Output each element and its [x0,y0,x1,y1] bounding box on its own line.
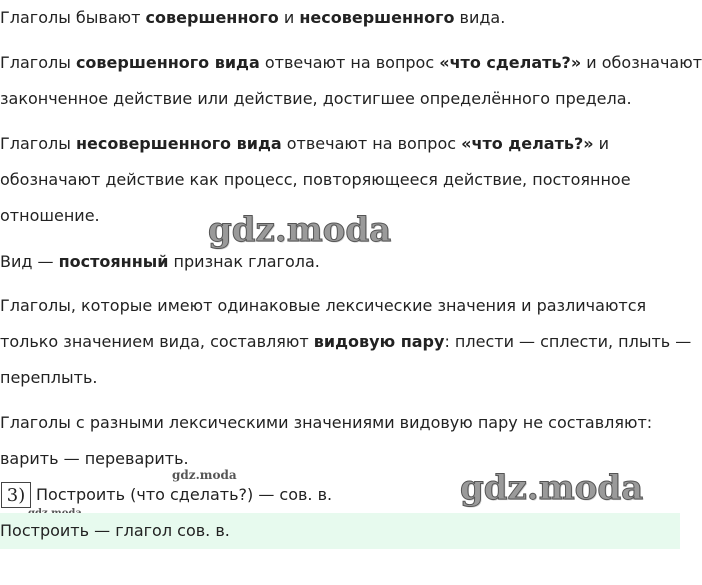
bold-term: видовую пару [313,332,445,351]
text-run: Глаголы [0,53,76,72]
text-run: Глаголы, которые имеют одинаковые лексические значения и различаются [0,296,647,315]
text-run: переплыть. [0,368,98,387]
text-run: Вид — [0,252,59,271]
text-line [0,45,702,81]
bold-term: постоянный [58,252,169,271]
task-number-box: 3) [1,482,31,508]
text-line [0,162,680,198]
bold-term: несовершенного [299,8,455,27]
text-run: Глаголы бывают [0,8,146,27]
text-run: Глаголы [0,134,76,153]
bold-term: «что делать?» [461,134,594,153]
text-run: обозначают действие как процесс, повторяющееся действие, постоянное [0,170,631,189]
text-line [0,0,680,36]
text-line [0,360,680,396]
text-run: отвечают на вопрос [281,134,462,153]
text-line [0,324,692,360]
bold-term: несовершенного вида [75,134,282,153]
text-run: отвечают на вопрос [259,53,440,72]
paragraph-aspect-types [0,0,680,36]
text-line [0,126,680,162]
text-line [0,288,680,324]
text-run: отношение. [0,206,100,225]
text-run: и [278,8,300,27]
text-run: и [593,134,610,153]
watermark-logo-small: gdz.moda [172,468,237,482]
watermark-logo: gdz.moda [460,468,644,508]
text-run: варить — переварить. [0,449,189,468]
bold-term: совершенного вида [75,53,260,72]
answer-line: Построить — глагол сов. в. [0,513,680,549]
text-run: и обозначают [581,53,702,72]
bold-term: совершенного [145,8,279,27]
text-run: законченное действие или действие, достигшее определённого предела. [0,89,632,108]
text-line [0,81,680,117]
text-run: : плести — сплести, плыть — [444,332,692,351]
text-run: только значением вида, составляют [0,332,314,351]
watermark-logo: gdz.moda [208,210,392,250]
text-run: признак глагола. [168,252,320,271]
paragraph-no-pair [0,405,680,477]
task-text: Построить (что сделать?) — сов. в. [36,485,333,504]
text-line [0,405,680,441]
task-row [0,480,680,510]
text-run: Глаголы с разными лексическими значениями видовую пару не составляют: [0,413,653,432]
bold-term: «что сделать?» [439,53,582,72]
paragraph-aspect-pair [0,288,692,396]
text-run: вида. [454,8,506,27]
paragraph-perfective [0,45,702,117]
